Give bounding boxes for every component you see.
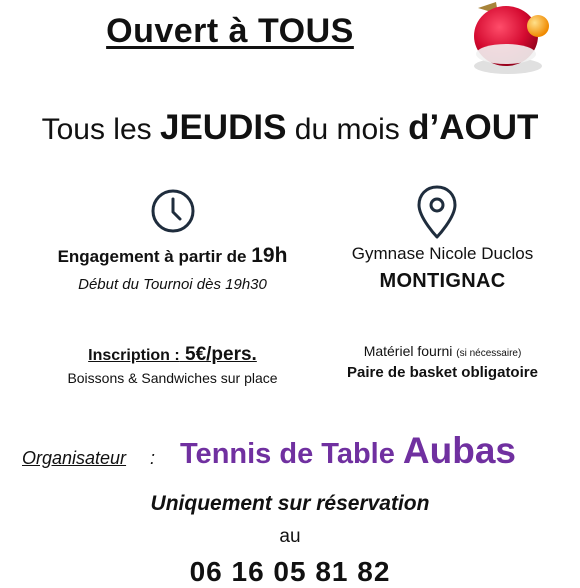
inscription-label: Inscription : [88, 347, 180, 364]
engagement-label: Engagement à partir de [57, 247, 252, 266]
engagement-line [30, 244, 315, 268]
headline-jeudis: JEUDIS [159, 108, 287, 147]
ping-pong-paddle-icon [470, 0, 560, 82]
phone-number: 06 16 05 81 82 [189, 556, 391, 587]
reservation-note: Uniquement sur réservation [150, 492, 430, 515]
inscription-line [30, 344, 315, 366]
organizer-colon: : [150, 448, 156, 468]
engagement-hour: 19h [251, 244, 288, 267]
organizer-name [180, 430, 516, 472]
equipment-label: Matériel fourni [363, 343, 457, 359]
clock-icon [150, 188, 196, 234]
shoes-requirement: Paire de basket obligatoire [347, 364, 538, 381]
equipment-note: (si nécessaire) [456, 348, 522, 359]
headline-aout: d’AOUT [408, 108, 539, 147]
tournament-start: Début du Tournoi dès 19h30 [78, 276, 267, 293]
headline-part1: Tous les [41, 113, 160, 146]
inscription-price: 5€/pers. [179, 344, 257, 365]
city-name: MONTIGNAC [379, 270, 506, 292]
reservation-au: au [279, 526, 301, 547]
gym-name: Gymnase Nicole Duclos [351, 244, 534, 263]
headline-part3: du mois [286, 113, 409, 146]
organizer-label: Organisateur [22, 448, 127, 468]
equipment-line [300, 343, 580, 359]
headline [0, 108, 580, 148]
organizer-name-part1: Tennis de Table [180, 438, 403, 470]
location-pin-icon [414, 184, 460, 240]
organizer-name-part2: Aubas [402, 430, 516, 471]
page-title: Ouvert à TOUS [106, 12, 354, 50]
refreshments-note: Boissons & Sandwiches sur place [67, 370, 278, 386]
